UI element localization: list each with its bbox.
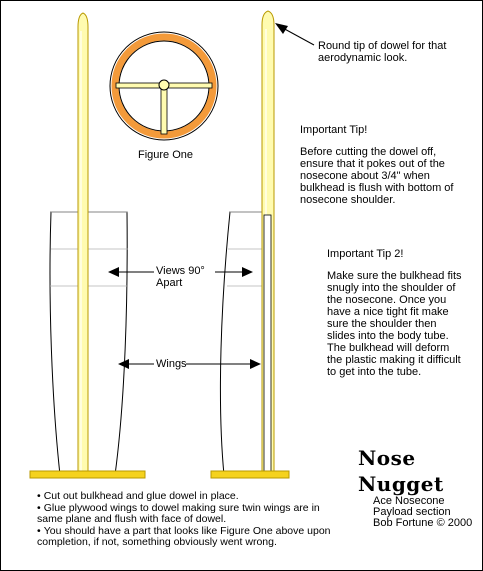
bulkhead-dowel-hole [159,80,169,90]
tip1-heading: Important Tip! [300,124,368,136]
views-label: Views 90° Apart [156,265,205,289]
bulkhead-wing-vertical [161,87,167,134]
right-base-plate [211,471,289,478]
figure-one-bulkhead [110,32,218,140]
round-tip-arrow-head [275,23,288,34]
step-item: • You should have a part that looks like Figure One above upon completion, if not, something obviously went wrong. [37,526,347,549]
instruction-steps [37,491,347,549]
tip2-heading: Important Tip 2! [327,248,404,260]
round-tip-arrow [275,23,314,45]
step-item: • Glue plywood wings to dowel making sure twin wings are in same plane and flush with face of dowel. [37,503,347,526]
brand-line-1: Nose [358,446,416,470]
wings-label: Wings [156,358,187,370]
step-item: • Cut out bulkhead and glue dowel in place. [37,491,347,503]
credits: Ace Nosecone Payload section Bob Fortune © 2000 [373,495,473,529]
round-tip-callout: Round tip of dowel for that aerodynamic look. [318,40,447,64]
right-view [211,11,289,478]
left-base-plate [30,471,145,478]
round-tip-arrow-line [281,27,314,45]
brand-line-2: Nugget [358,472,444,496]
figure-one-caption: Figure One [138,149,194,161]
left-dowel [78,13,88,475]
right-wing-edge [264,215,271,473]
tip1-body: Before cutting the dowel off, ensure that it pokes out of the nosecone about 3/4" when bulkhead is flush with bottom of nosecone shoulder. [300,146,454,206]
brand-logo [358,445,444,497]
tip2-body: Make sure the bulkhead fits snugly into the shoulder of the nosecone. Once you have a nice tight fit make sure the shoulder then slides into the body tube. The bulkhead will deform the plastic making it difficult to get into the tube. [327,270,462,378]
left-nosecone-outline [50,212,127,475]
